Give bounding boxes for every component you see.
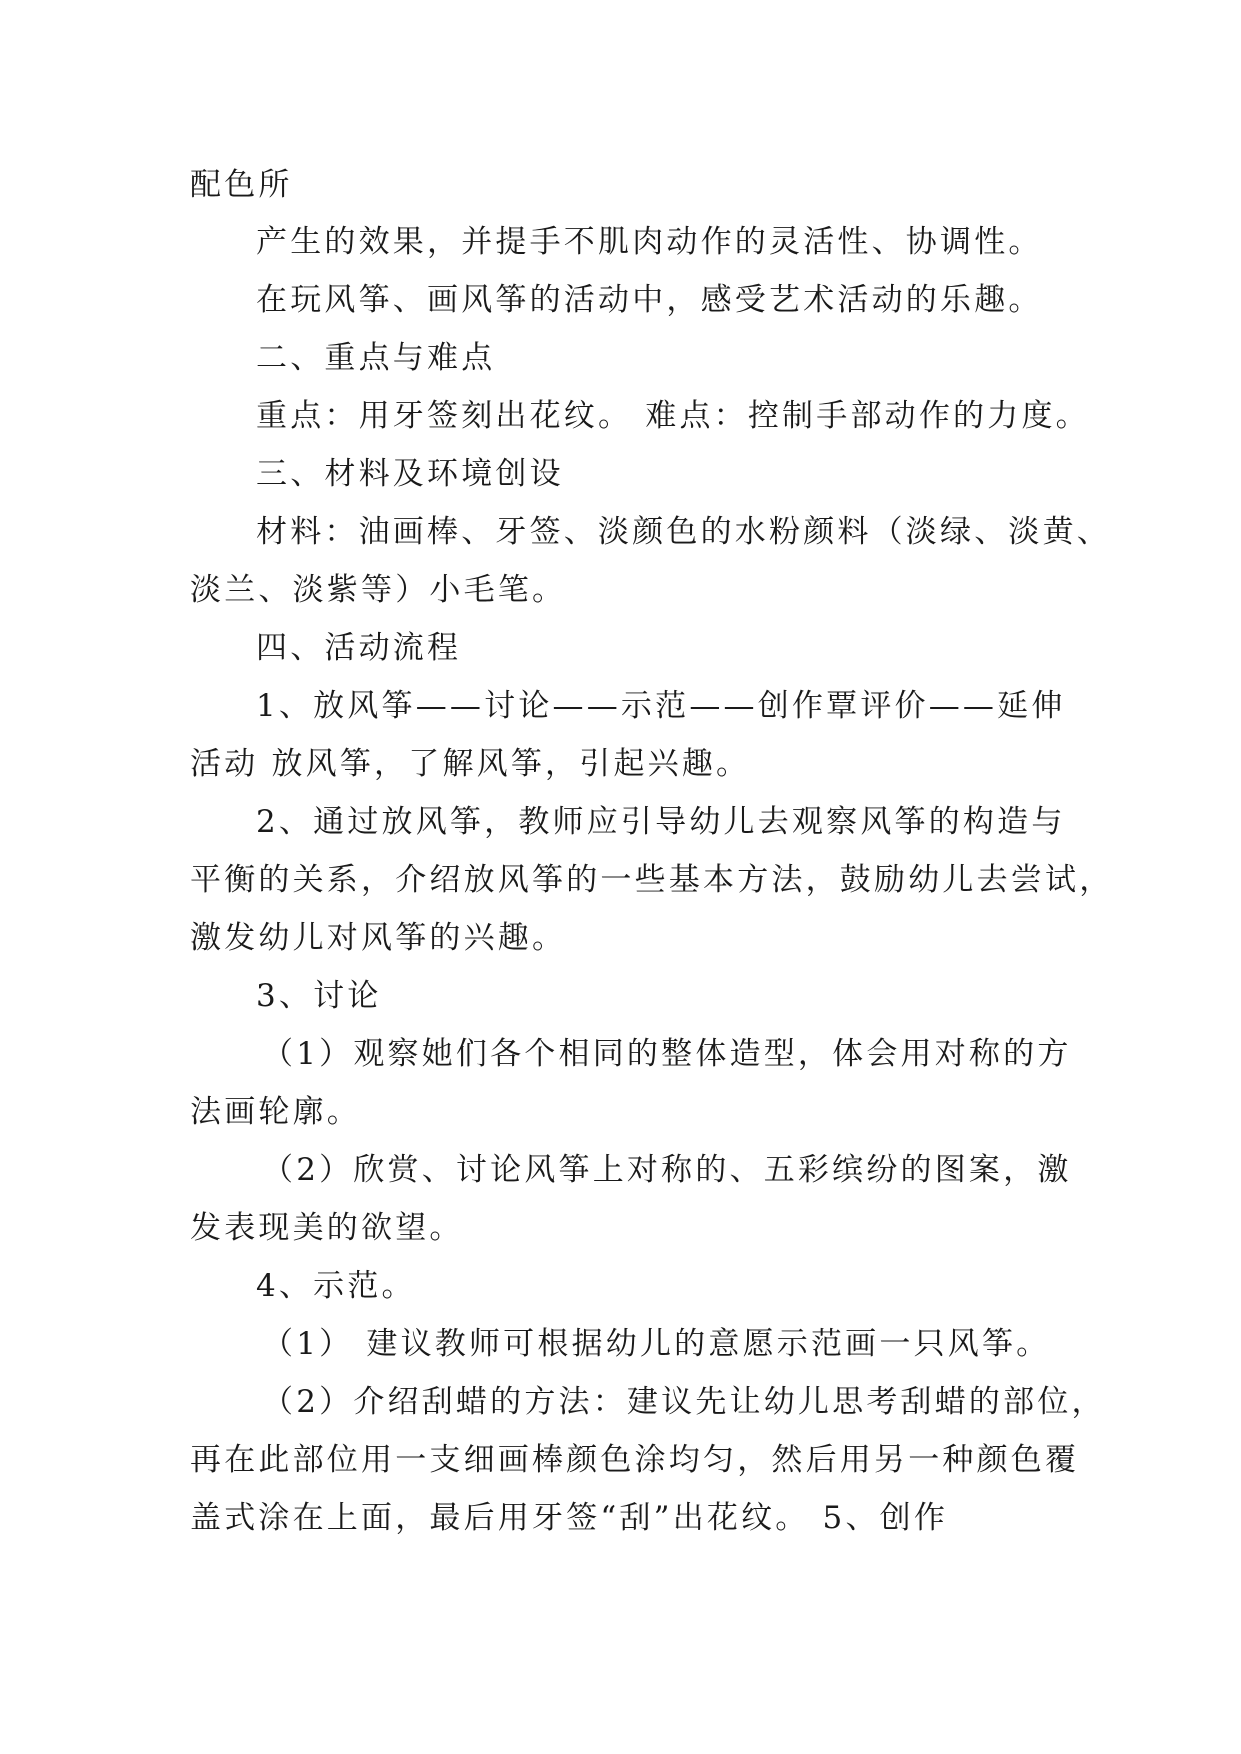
text-line: 法画轮廓。: [190, 1094, 361, 1130]
text-line: （2）欣赏、讨论风筝上对称的、五彩缤纷的图案，激: [262, 1152, 1072, 1188]
text-line: 平衡的关系，介绍放风筝的一些基本方法，鼓励幼儿去尝试，: [190, 862, 1114, 898]
text-line: （1）观察她们各个相同的整体造型，体会用对称的方: [262, 1036, 1072, 1072]
text-line: 在玩风筝、画风筝的活动中，感受艺术活动的乐趣。: [256, 282, 1043, 318]
text-line: （1） 建议教师可根据幼儿的意愿示范画一只风筝。: [262, 1326, 1051, 1362]
text-line: （2）介绍刮蜡的方法：建议先让幼儿思考刮蜡的部位，: [262, 1384, 1106, 1420]
section-heading: 三、材料及环境创设: [256, 456, 564, 492]
text-line: 2、通过放风筝，教师应引导幼儿去观察风筝的构造与: [256, 804, 1066, 840]
text-line: 4、示范。: [256, 1268, 416, 1304]
section-heading: 二、重点与难点: [256, 340, 496, 376]
text-line: 活动 放风筝，了解风筝，引起兴趣。: [190, 746, 751, 782]
text-line: 盖式涂在上面，最后用牙签“刮”出花纹。 5、创作: [190, 1500, 949, 1536]
text-line: 3、讨论: [256, 978, 382, 1014]
section-heading: 四、活动流程: [256, 630, 462, 666]
text-line: 1、放风筝——讨论——示范——创作覃评价——延伸: [256, 688, 1066, 724]
text-line: 材料：油画棒、牙签、淡颜色的水粉颜料（淡绿、淡黄、: [256, 514, 1111, 550]
text-line: 重点：用牙签刻出花纹。 难点：控制手部动作的力度。: [256, 398, 1090, 434]
text-line: 配色所: [190, 167, 293, 203]
text-line: 发表现美的欲望。: [190, 1210, 464, 1246]
text-line: 激发幼儿对风筝的兴趣。: [190, 920, 567, 956]
text-line: 淡兰、淡紫等）小毛笔。: [190, 572, 567, 608]
text-line: 产生的效果，并提手不肌肉动作的灵活性、协调性。: [256, 224, 1043, 260]
text-line: 再在此部位用一支细画棒颜色涂均匀，然后用另一种颜色覆: [190, 1442, 1080, 1478]
